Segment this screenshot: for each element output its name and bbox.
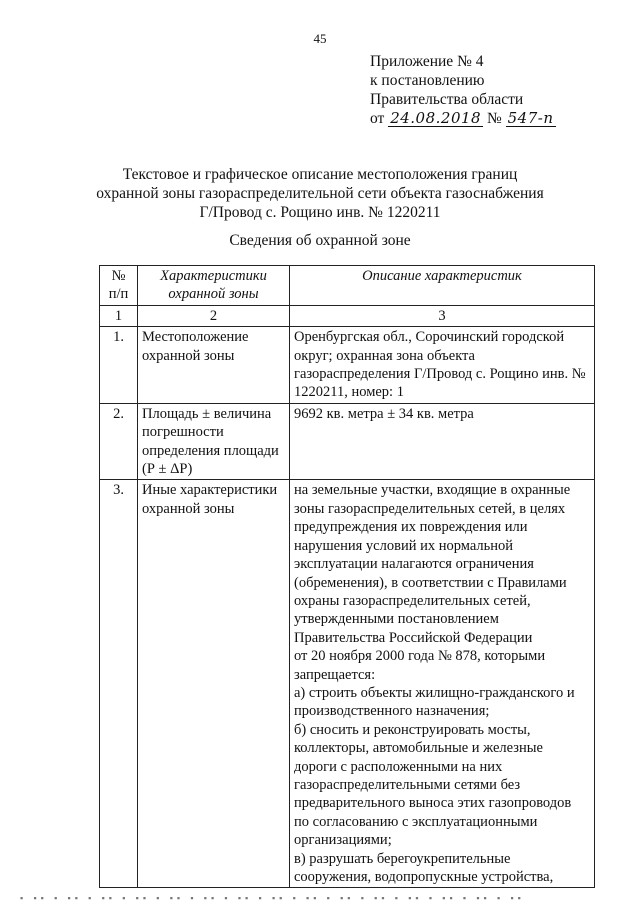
restriction-line: на земельные участки, входящие в охранные <box>294 482 571 499</box>
restriction-line: сооружения, водопропускные устройства, <box>294 869 554 885</box>
row-description: 9692 кв. метра ± 34 кв. метра <box>290 403 595 480</box>
header-number: № п/п <box>100 266 138 306</box>
restriction-line: нарушения условий их нормальной <box>294 537 514 554</box>
restriction-line: а) строить объекты жилищно-гражданского и <box>294 684 575 701</box>
appendix-date-line <box>370 109 556 128</box>
column-number-2: 2 <box>138 305 290 326</box>
restriction-line: эксплуатации налагаются ограничения <box>294 556 534 573</box>
row-number: 3. <box>100 480 138 888</box>
appendix-line-resolution: к постановлению <box>370 72 485 89</box>
restriction-line: б) сносить и реконструировать мосты, <box>294 721 531 738</box>
restriction-line: организациями; <box>294 832 392 849</box>
page-number: 45 <box>313 31 327 46</box>
restriction-line: коллекторы, автомобильные и железные <box>294 740 543 757</box>
appendix-title: Приложение № 4 <box>370 53 484 70</box>
restriction-line: предупреждения их повреждения или <box>294 519 528 536</box>
restriction-line: газораспределительными сетями без <box>294 776 521 793</box>
restriction-line: запрещается: <box>294 666 376 683</box>
title-line-2: охранной зоны газораспределительной сети объекта газоснабжения <box>96 185 544 202</box>
row-number: 2. <box>100 403 138 480</box>
restriction-line: в) разрушать берегоукрепительные <box>294 850 511 867</box>
restriction-line: производственного назначения; <box>294 703 490 720</box>
restriction-line: охраны газораспределительных сетей, <box>294 592 531 609</box>
number-prefix: № <box>486 110 502 127</box>
restriction-line: по согласованию с эксплуатационными <box>294 813 538 830</box>
title-line-3: Г/Провод с. Рощино инв. № 1220211 <box>199 204 441 221</box>
zone-info-table <box>99 265 595 888</box>
restriction-line: (обременения), в соответствии с Правилами <box>294 574 567 591</box>
document-title <box>60 165 580 222</box>
column-number-row <box>100 305 595 326</box>
table-row <box>100 327 595 404</box>
header-characteristics: Характеристики охранной зоны <box>138 266 290 306</box>
row-description: Оренбургская обл., Сорочинский городской округ; охранная зона объекта газораспределения Г/Провод с. Рощино инв. № 1220211, номер: 1 <box>290 327 595 404</box>
row-description-restrictions <box>290 480 595 888</box>
row-number: 1. <box>100 327 138 404</box>
scan-edge-artifact: ▪ ▪▪ ▪ ▪▪ ▪ ▪▪ ▪ ▪▪ ▪ ▪▪ ▪ ▪▪ ▪ ▪▪ ▪ ▪▪ ▪ ▪▪ ▪ ▪▪ ▪ ▪▪ ▪ ▪▪ ▪ ▪▪ ▪ ▪▪ ▪ ▪▪ <box>20 893 525 903</box>
appendix-line-government: Правительства области <box>370 91 524 108</box>
table-row <box>100 403 595 480</box>
table-header-row <box>100 266 595 306</box>
row-characteristic: Площадь ± величина погрешности определения площади (Р ± ΔР) <box>138 403 290 480</box>
row-characteristic: Местоположение охранной зоны <box>138 327 290 404</box>
section-subtitle: Сведения об охранной зоне <box>229 232 411 249</box>
table-row <box>100 480 595 888</box>
restriction-line: дороги с расположенными на них <box>294 758 503 775</box>
restriction-line: зоны газораспределительных сетей, в целях <box>294 500 566 517</box>
restriction-line: Правительства Российской Федерации <box>294 629 533 646</box>
date-prefix: от <box>370 110 385 127</box>
title-line-1: Текстовое и графическое описание местоположения границ <box>122 166 518 183</box>
column-number-1: 1 <box>100 305 138 326</box>
column-number-3: 3 <box>290 305 595 326</box>
restriction-line: от 20 ноября 2000 года № 878, которыми <box>294 648 546 665</box>
handwritten-date: 24.08.2018 <box>390 109 482 127</box>
appendix-header <box>370 52 556 128</box>
restriction-line: предварительного выноса этих газопроводов <box>294 795 572 812</box>
handwritten-number: 547-п <box>507 109 554 127</box>
row-characteristic: Иные характеристики охранной зоны <box>138 480 290 888</box>
restriction-line: утвержденными постановлением <box>294 611 499 628</box>
header-description: Описание характеристик <box>290 266 595 306</box>
